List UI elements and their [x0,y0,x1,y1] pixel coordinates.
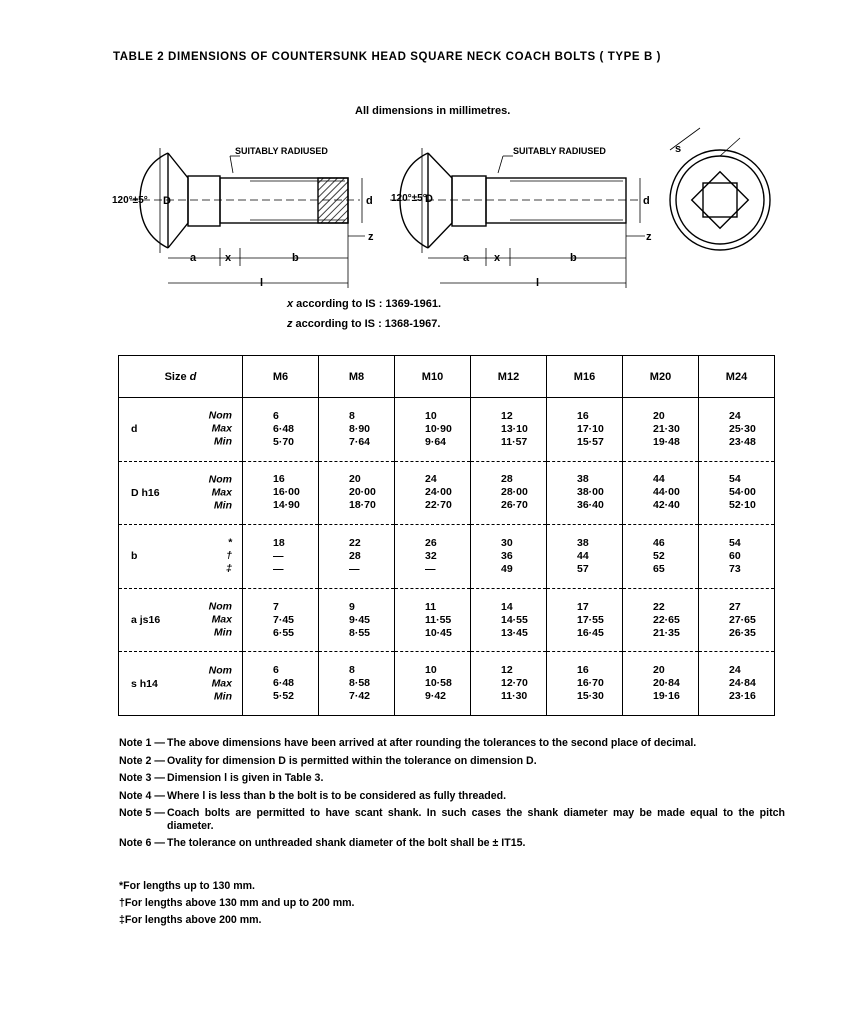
note-item: Note 1 — The above dimensions have been arrived at after rounding the tolerances to the second place of decimal. [119,737,697,749]
row-sublabel: Max [211,613,232,626]
value-cell [395,525,471,589]
cell-value: 20 [653,409,665,422]
cell-value: 20·00 [349,486,376,499]
dim-z-right: z [646,231,652,243]
units-note: All dimensions in millimetres. [355,105,511,117]
value-cell [243,525,319,589]
cell-value: 5·70 [273,435,295,448]
value-cell [623,461,699,525]
footnote-double-dagger: ‡For lengths above 200 mm. [119,914,262,926]
value-cell [699,525,775,589]
dim-z-left: z [368,231,374,243]
cell-value: 6 [273,664,279,677]
note-item: Note 4 — Where l is less than b the bolt is to be considered as fully threaded. [119,789,507,802]
notes-section [119,737,785,855]
row-label-cell [119,652,243,716]
row-sublabel: * [227,536,232,549]
cell-value: 24·84 [729,677,756,690]
value-cell [471,588,547,652]
bolt-left-drawing [130,148,365,288]
cell-value: 6·48 [273,422,295,435]
col-header: M20 [623,356,699,398]
cell-value: 22 [349,536,361,549]
row-sublabel: Min [213,690,232,703]
cell-value: — [349,562,360,575]
cell-value: 22·70 [425,499,452,512]
note-item: Note 2 — Ovality for dimension D is permitted within the tolerance on dimension D. [119,754,537,767]
cell-value: 22 [653,600,665,613]
cell-value: 12·70 [501,677,528,690]
dimensions-table [118,355,775,716]
value-cell [547,588,623,652]
value-cell [547,398,623,462]
cell-value: 17·10 [577,422,604,435]
cell-value: 10·45 [425,626,452,639]
cell-value: 24·00 [425,486,452,499]
cell-value: 65 [653,562,665,575]
cell-value: 36 [501,549,513,562]
cell-value: 19·48 [653,435,680,448]
value-cell [699,398,775,462]
cell-value: 44·00 [653,486,680,499]
value-cell [471,461,547,525]
table-header-row [119,356,775,398]
cell-value: 54 [729,536,741,549]
cell-value: 12 [501,664,513,677]
cell-value: 21·35 [653,626,680,639]
note-item: Note 6 — The tolerance on unthreaded shank diameter of the bolt shall be ± IT15. [119,837,526,849]
row-symbol: D h16 [131,486,160,499]
dim-x-right: x [494,252,501,264]
cell-value: 21·30 [653,422,680,435]
cell-value: 10·58 [425,677,452,690]
dim-x-left: x [225,252,232,264]
row-symbol: a js16 [131,614,161,627]
cell-value: 11·57 [501,435,528,448]
cell-value: 14 [501,600,513,613]
cell-value: — [273,549,284,562]
cell-value: 16·70 [577,677,604,690]
cell-value: 27 [729,600,741,613]
value-cell [471,652,547,716]
value-cell [623,588,699,652]
cell-value: 9·45 [349,613,371,626]
value-cell [699,461,775,525]
cell-value: 54 [729,473,741,486]
col-header: M16 [547,356,623,398]
cell-value: 8·55 [349,626,371,639]
dim-a-right: a [463,252,470,264]
cell-value: 15·30 [577,690,604,703]
row-sublabel: Nom [208,600,232,613]
bolt-diagram [100,118,790,303]
row-label-cell [119,398,243,462]
value-cell [319,398,395,462]
cell-value: 23·16 [729,690,756,703]
cell-value: 11·30 [501,690,528,703]
cell-value: 60 [729,549,741,562]
table-title: TABLE 2 DIMENSIONS OF COUNTERSUNK HEAD SQUARE NECK COACH BOLTS ( TYPE B ) [113,51,662,63]
dim-l-right: l [536,277,540,289]
col-header: M10 [395,356,471,398]
row-sublabel: Nom [208,664,232,677]
col-header: M12 [471,356,547,398]
cell-value: 27·65 [729,613,756,626]
cell-value: 24 [729,664,741,677]
footnote-dagger: †For lengths above 130 mm and up to 200 mm. [119,897,355,909]
cell-value: 5·52 [273,690,295,703]
cell-value: 38 [577,536,589,549]
cell-value: 30 [501,536,513,549]
cell-value: 25·30 [729,422,756,435]
cell-value: 8 [349,409,355,422]
cell-value: 7·42 [349,690,371,703]
cell-value: 38 [577,473,589,486]
cell-value: 10 [425,664,437,677]
value-cell [319,588,395,652]
cell-value: 22·65 [653,613,680,626]
dim-a-left: a [190,252,197,264]
cell-value: 7 [273,600,279,613]
cell-value: 26·70 [501,499,528,512]
row-label-cell [119,461,243,525]
row-sublabel: ‡ [226,562,232,575]
cell-value: 18·70 [349,499,376,512]
cell-value: 42·40 [653,499,680,512]
value-cell [699,652,775,716]
dim-d-right: d [643,195,650,207]
value-cell [319,652,395,716]
dim-b-right: b [570,252,577,264]
value-cell [547,652,623,716]
cell-value: 17·55 [577,613,604,626]
cell-value: 8 [349,664,355,677]
value-cell [243,398,319,462]
dim-D-left: D [163,195,171,207]
value-cell [395,652,471,716]
cell-value: 6 [273,409,279,422]
cell-value: 11 [425,600,437,613]
value-cell [319,461,395,525]
cell-value: 28 [349,549,361,562]
table-row [119,461,775,525]
value-cell [243,588,319,652]
row-symbol: b [131,550,138,563]
value-cell [623,398,699,462]
cell-value: 20 [653,664,665,677]
value-cell [623,525,699,589]
angle-label-left: 120°±5° [112,195,148,206]
cell-value: 8·90 [349,422,371,435]
row-label-cell [119,588,243,652]
row-label-cell [119,525,243,589]
cell-value: 10 [425,409,437,422]
dim-D-right: D [425,193,433,205]
col-header: M24 [699,356,775,398]
value-cell [319,525,395,589]
value-cell [547,461,623,525]
cell-value: 44 [653,473,665,486]
cell-value: 10·90 [425,422,452,435]
row-sublabel: Max [211,677,232,690]
bolt-right-drawing [390,148,645,288]
cell-value: 11·55 [425,613,452,626]
cell-value: 52·10 [729,499,756,512]
cell-value: 9·42 [425,690,447,703]
value-cell [243,461,319,525]
value-cell [243,652,319,716]
value-cell [623,652,699,716]
row-symbol: s h14 [131,677,158,690]
cell-value: 16 [273,473,285,486]
cell-value: 13·10 [501,422,528,435]
radiused-label-right: SUITABLY RADIUSED [513,146,606,156]
value-cell [699,588,775,652]
cell-value: 18 [273,536,285,549]
cell-value: — [273,562,284,575]
value-cell [395,461,471,525]
row-sublabel: Max [211,486,232,499]
row-sublabel: Min [213,626,232,639]
cell-value: 38·00 [577,486,604,499]
cell-value: 20 [349,473,361,486]
cell-value: 24 [729,409,741,422]
dim-d-left: d [366,195,373,207]
cell-value: 16 [577,409,589,422]
row-sublabel: Min [213,499,232,512]
cell-value: 28 [501,473,513,486]
cell-value: 16 [577,664,589,677]
cell-value: 6·48 [273,677,295,690]
cell-value: 26·35 [729,626,756,639]
cell-value: 23·48 [729,435,756,448]
dim-l-left: l [260,277,264,289]
value-cell [471,525,547,589]
cell-value: 17 [577,600,589,613]
cell-value: 13·45 [501,626,528,639]
table-row [119,588,775,652]
row-sublabel: † [226,549,232,562]
size-header: Size d [119,356,243,398]
cell-value: 20·84 [653,677,680,690]
cell-value: 49 [501,562,513,575]
cell-value: 54·00 [729,486,756,499]
footnote-star: *For lengths up to 130 mm. [119,880,255,892]
cell-value: 14·90 [273,499,300,512]
cell-value: 36·40 [577,499,604,512]
dim-s: s [675,143,682,155]
row-symbol: d [131,423,138,436]
cell-value: 12 [501,409,513,422]
cell-value: 9·64 [425,435,447,448]
col-header: M6 [243,356,319,398]
angle-label-right: 120°±5° [391,193,427,204]
cell-value: 32 [425,549,437,562]
table-row [119,398,775,462]
cell-value: 46 [653,536,665,549]
cell-value: 14·55 [501,613,528,626]
radiused-label-left: SUITABLY RADIUSED [235,146,328,156]
cell-value: 57 [577,562,589,575]
row-sublabel: Max [211,422,232,435]
x-standard-note: x according to IS : 1369-1961. [287,298,442,310]
cell-value: 9 [349,600,355,613]
cell-value: 28·00 [501,486,528,499]
cell-value: 16·00 [273,486,300,499]
cell-value: 44 [577,549,589,562]
cell-value: 6·55 [273,626,295,639]
z-standard-note: z according to IS : 1368-1967. [287,318,441,330]
value-cell [547,525,623,589]
cell-value: 16·45 [577,626,604,639]
cell-value: — [425,562,436,575]
note-item: Note 3 — Dimension l is given in Table 3. [119,772,324,784]
dim-b-left: b [292,252,299,264]
cell-value: 52 [653,549,665,562]
head-end-view [670,128,770,250]
cell-value: 15·57 [577,435,604,448]
value-cell [395,588,471,652]
value-cell [395,398,471,462]
row-sublabel: Nom [208,409,232,422]
cell-value: 7·45 [273,613,295,626]
cell-value: 19·16 [653,690,680,703]
value-cell [471,398,547,462]
cell-value: 8·58 [349,677,371,690]
table-row [119,652,775,716]
row-sublabel: Nom [208,473,232,486]
cell-value: 7·64 [349,435,371,448]
col-header: M8 [319,356,395,398]
cell-value: 26 [425,536,437,549]
cell-value: 73 [729,562,741,575]
note-item: Note 5 — Coach bolts are permitted to have scant shank. In such cases the shank diameter may be made equal to the pitch diameter. [119,807,785,832]
table-row [119,525,775,589]
row-sublabel: Min [213,435,232,448]
cell-value: 24 [425,473,437,486]
